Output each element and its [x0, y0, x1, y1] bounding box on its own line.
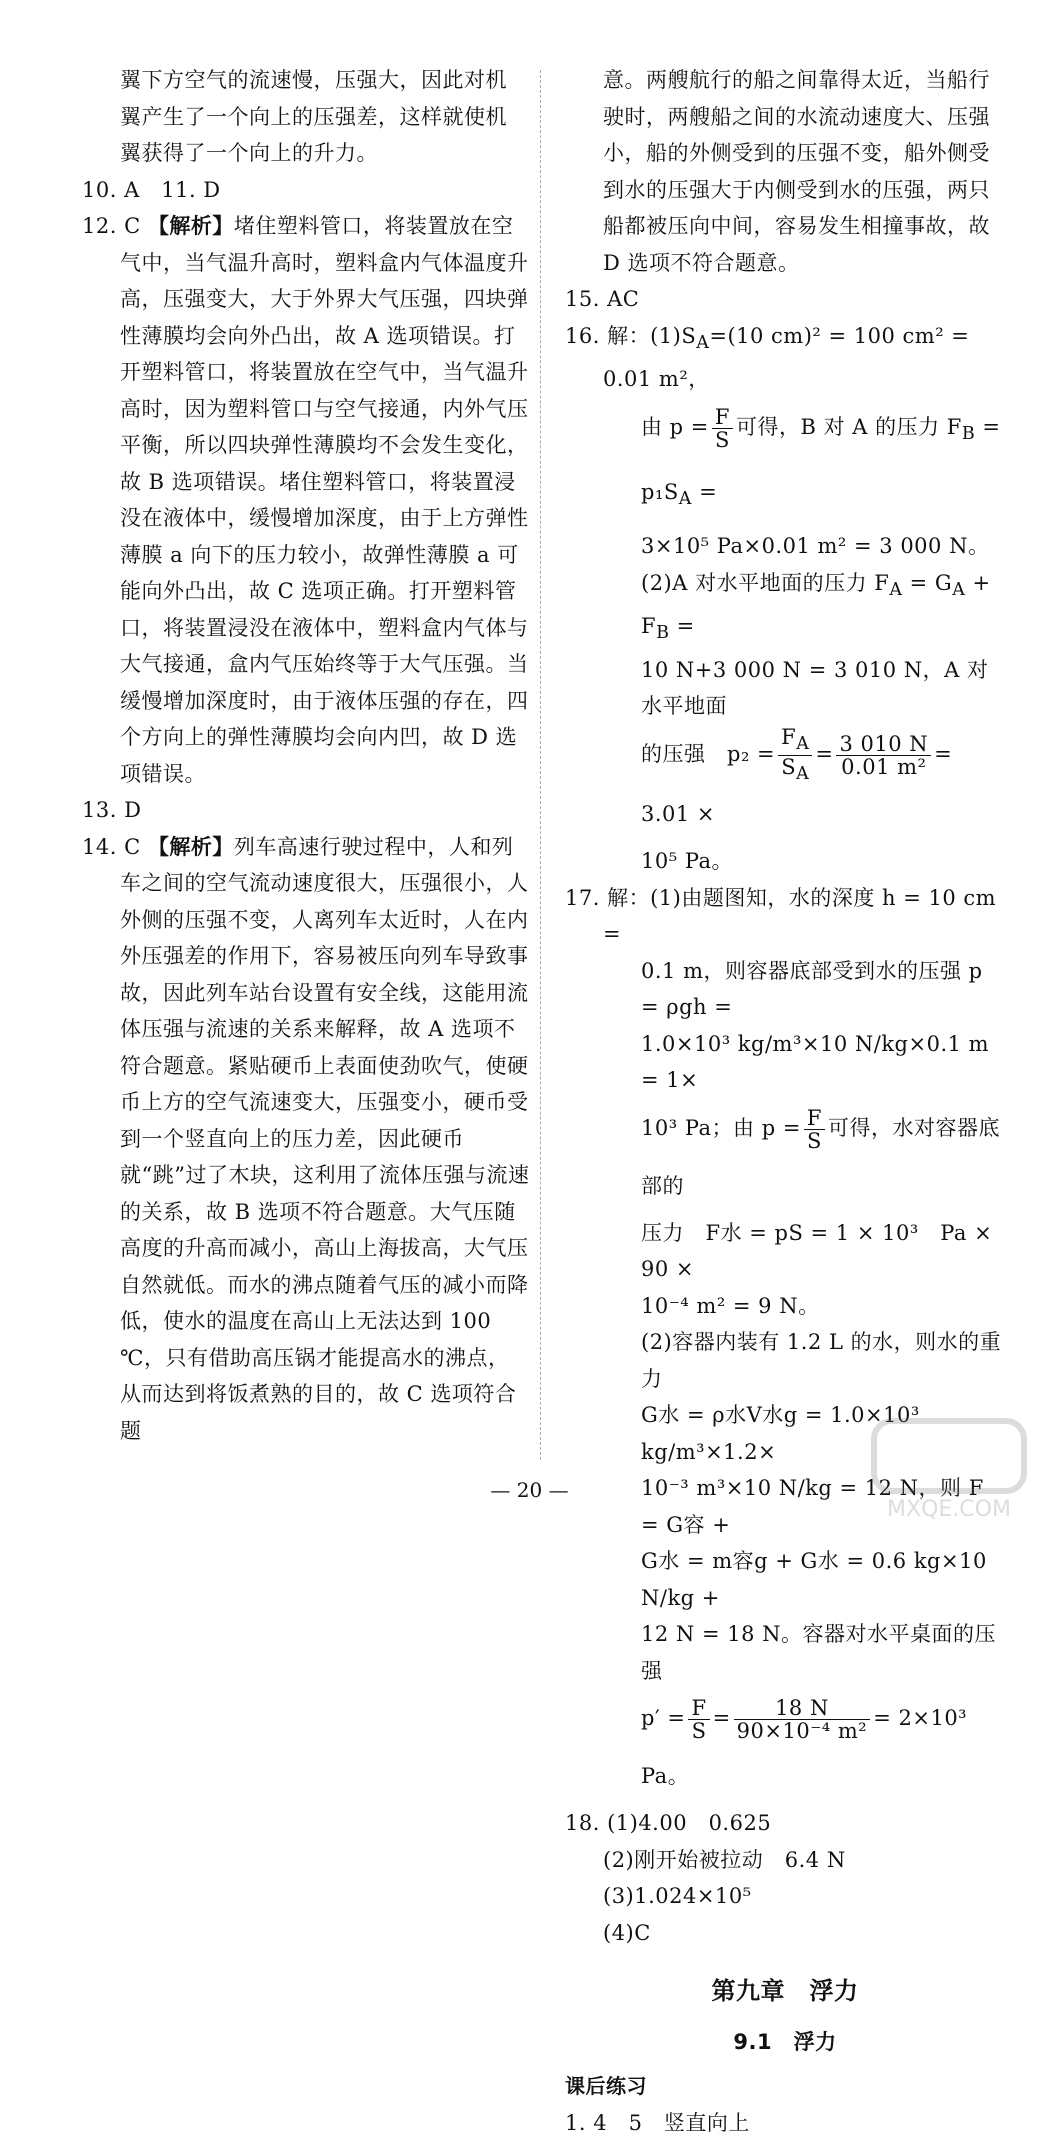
answer-18-part: (2)刚开始被拉动 6.4 N — [603, 1847, 846, 1872]
answer-line: 翼产生了一个向上的压强差，这样就使机 — [120, 104, 507, 129]
analysis-text: 堵住塑料管口，将装置放在空气中，当气温升高时，塑料盒内气体温度升高，压强变大，大于外界大气压强，四块弹性薄膜均会向外凸出，故 A 选项错误。打开塑料管口，将装置放在空气中，当气温升高时，因为塑料管口与空气接通，内外气压平衡，所以四块弹性薄膜均不会发生变化，故 B 选项错误。堵住塑料管口，将装置浸没在液体中，缓慢增加深度，由于上方弹性薄膜 a 向下的压力较小，故弹性薄膜 a 可能向外凸出，故 C 选项正确。打开塑料管口，将装置浸没在液体中，塑料盒内气体与大气接通，盒内气压始终等于大气压强。当缓慢增加深度时，由于液体压强的存在，四个方向上的弹性薄膜均会向内凹，故 D 选项错误。 — [120, 214, 529, 786]
answer-14 — [82, 829, 530, 1450]
fraction: $\frac{18 N}{\text{90×10⁻⁴ m²}}$ — [734, 1697, 871, 1742]
q17-line: 10⁻⁴ m² = 9 N。 — [641, 1293, 820, 1318]
answer-14-continued: 意。两艘航行的船之间靠得太近，当船行驶时，两艘船之间的水流动速度大、压强小，船的外侧受到的压强不变，船外侧受到水的压强大于内侧受到水的压强，两只船都被压向中间，容易发生相撞事故，故 D 选项不符合题意。 — [603, 68, 990, 275]
answer-18-part: (3)1.024×10⁵ — [603, 1884, 752, 1909]
column-divider — [540, 70, 541, 1460]
q16-line: 的压强 p₂ = $\frac{F_A}{S_A}$ = $\frac{3 010 N}{\text{0.01 m²}}$ = 3.01 × — [641, 724, 953, 827]
chapter-title: 第九章 浮力 — [711, 1977, 859, 2006]
question-number: 12. C — [82, 214, 148, 238]
fraction: $\frac{F}{S}$ — [712, 406, 733, 451]
q17-line: 压力 F水 = pS = 1 × 10³ Pa × 90 × — [641, 1220, 993, 1282]
answer-16 — [565, 318, 1005, 880]
question-number: 14. C — [82, 834, 148, 859]
q17-line: (2)容器内装有 1.2 L 的水，则水的重力 — [641, 1330, 1002, 1391]
subsection-heading: 课后练习 — [565, 2074, 647, 2099]
left-column — [82, 62, 530, 1449]
answer-13: 13. D — [82, 798, 142, 822]
q17-line: 0.1 m，则容器底部受到水的压强 p = ρgh = — [641, 958, 983, 1020]
q17-line: 12 N = 18 N。容器对水平桌面的压强 — [641, 1622, 996, 1683]
q16-line: 3×10⁵ Pa×0.01 m² = 3 000 N。 — [641, 534, 990, 559]
exercise-answer: 1. 4 5 竖直向上 — [565, 2110, 750, 2135]
q17-line: G水 = m容g + G水 = 0.6 kg×10 N/kg + — [641, 1549, 987, 1610]
answer-line: 翼下方空气的流速慢，压强大，因此对机 — [120, 68, 507, 92]
watermark-logo — [869, 1416, 1029, 1526]
fraction: $\frac{F}{S}$ — [804, 1107, 825, 1152]
q16-line: 16. 解：$(1)S_A=(10$ cm)² = 100 cm² = 0.01 m²， — [565, 323, 970, 392]
right-column — [565, 62, 1005, 2141]
q17-line: 10³ Pa；由 p = $\frac{F}{S}$ 可得，水对容器底部的 — [641, 1105, 1000, 1198]
section-title: 9.1 浮力 — [733, 2029, 837, 2054]
q17-line: G水 = ρ水V水g = 1.0×10³ kg/m³×1.2× — [641, 1403, 920, 1464]
fraction: $\frac{F}{S}$ — [688, 1697, 709, 1742]
q17-line: p′ = $\frac{F}{S}$ = $\frac{18 N}{\text{90×10⁻⁴ m²}}$ = 2×10³ Pa。 — [641, 1696, 968, 1789]
q16-line: 由 p = $\frac{F}{S}$ 可得，B 对 A 的压力 $F_B = p_1S_A$ = — [641, 404, 1001, 510]
answer-line: 翼获得了一个向上的升力。 — [120, 141, 378, 165]
analysis-tag: 【解析】 — [147, 214, 234, 238]
answer-17 — [565, 880, 1005, 1806]
q16-line: 10 N+3 000 N = 3 010 N，A 对水平地面 — [641, 657, 989, 719]
answer-18: 18. (1)4.00 0.625 — [565, 1811, 772, 1836]
q17-line: 17. 解：(1)由题图知，水的深度 h = 10 cm = — [565, 885, 997, 947]
analysis-text: 列车高速行驶过程中，人和列车之间的空气流动速度很大，压强很小，人外侧的压强不变，人离列车太近时，人在内外压强差的作用下，容易被压向列车导致事故，因此列车站台设置有安全线，这能用流体压强与流速的关系来解释，故 A 选项不符合题意。紧贴硬币上表面使劲吹气，使硬币上方的空气流速变大，压强变小，硬币受到一个竖直向上的压力差，因此硬币就“跳”过了木块，这利用了流体压强与流速的关系，故 B 选项不符合题意。大气压随高度的升高而减小，高山上海拔高，大气压自然就低。而水的沸点随着气压的减小而降低，使水的温度在高山上无法达到 100 ℃，只有借助高压锅才能提高水的沸点，从而达到将饭煮熟的目的，故 C 选项符合题 — [120, 834, 530, 1443]
fraction: $\frac{F_A}{S_A}$ — [778, 726, 812, 785]
page-number: — 20 — — [490, 1478, 569, 1502]
q17-line: 10⁻³ m³×10 N/kg = 12 N，则 F = G容 + — [641, 1476, 984, 1537]
answer-18-part: (4)C — [603, 1920, 651, 1945]
q16-line: 10⁵ Pa。 — [641, 849, 734, 874]
fraction: $\frac{3 010 N}{\text{0.01 m²}}$ — [836, 733, 931, 778]
analysis-tag: 【解析】 — [147, 834, 234, 859]
answer-10-11: 10. A 11. D — [82, 177, 221, 202]
answer-12 — [82, 208, 530, 792]
answer-15: 15. AC — [565, 287, 640, 311]
watermark-text: MXQE.COM — [887, 1497, 1011, 1522]
q17-line: 1.0×10³ kg/m³×10 N/kg×0.1 m = 1× — [641, 1031, 990, 1093]
q16-line: (2)A 对水平地面的压力 $F_A = G_A + F_B$ = — [641, 570, 991, 644]
